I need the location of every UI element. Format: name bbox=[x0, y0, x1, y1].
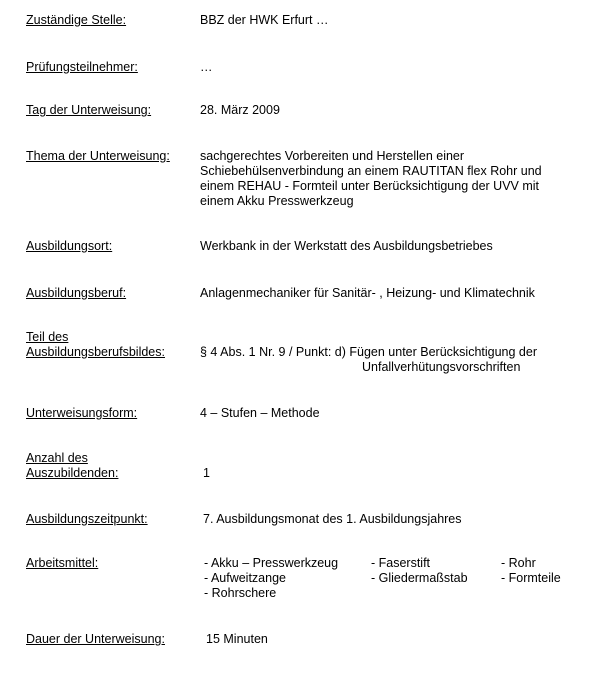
field-value: 28. März 2009 bbox=[200, 103, 280, 117]
field-label-line: Auszubildenden: bbox=[26, 466, 119, 480]
value-line: einem REHAU - Formteil unter Berücksichtigung der UVV mit bbox=[200, 179, 540, 193]
field-label-line: Teil des bbox=[26, 330, 69, 344]
value-line: einem Akku Presswerkzeug bbox=[200, 194, 354, 208]
field-value: 7. Ausbildungsmonat des 1. Ausbildungsjahres bbox=[203, 512, 462, 526]
field-value: Werkbank in der Werkstatt des Ausbildungsbetriebes bbox=[200, 239, 493, 253]
value-line: Schiebehülsenverbindung an einem RAUTITAN flex Rohr und bbox=[200, 164, 542, 178]
field-label-line: Ausbildungsberufsbildes: bbox=[26, 345, 165, 359]
tool-item: - Aufweitzange bbox=[204, 571, 286, 585]
field-label: Zuständige Stelle: bbox=[26, 13, 127, 27]
field-value bbox=[200, 149, 590, 209]
field-value: 1 bbox=[203, 466, 210, 480]
tool-item: - Faserstift bbox=[371, 556, 431, 570]
field-label: Ausbildungsort: bbox=[26, 239, 113, 253]
tools-column bbox=[204, 556, 338, 601]
field-label: Tag der Unterweisung: bbox=[26, 103, 152, 117]
field-value: … bbox=[200, 60, 213, 74]
field-label: Ausbildungszeitpunkt: bbox=[26, 512, 148, 526]
tool-item: - Rohr bbox=[501, 556, 536, 570]
field-value bbox=[200, 345, 590, 375]
value-line: sachgerechtes Vorbereiten und Herstellen einer bbox=[200, 149, 465, 163]
field-value: 15 Minuten bbox=[206, 632, 268, 646]
field-value: 4 – Stufen – Methode bbox=[200, 406, 320, 420]
field-label: Unterweisungsform: bbox=[26, 406, 138, 420]
tools-column bbox=[501, 556, 561, 586]
value-line: Unfallverhütungsvorschriften bbox=[362, 360, 521, 374]
field-label: Ausbildungsberuf: bbox=[26, 286, 127, 300]
tools-column bbox=[371, 556, 468, 586]
field-label-line: Anzahl des bbox=[26, 451, 88, 465]
field-label: Thema der Unterweisung: bbox=[26, 149, 170, 163]
field-value: BBZ der HWK Erfurt … bbox=[200, 13, 329, 27]
field-label: Arbeitsmittel: bbox=[26, 556, 99, 570]
tool-item: - Formteile bbox=[501, 571, 561, 585]
tool-item: - Gliedermaßstab bbox=[371, 571, 468, 585]
field-value: Anlagenmechaniker für Sanitär- , Heizung- und Klimatechnik bbox=[200, 286, 535, 300]
field-label: Prüfungsteilnehmer: bbox=[26, 60, 138, 74]
tool-item: - Rohrschere bbox=[204, 586, 277, 600]
tool-item: - Akku – Presswerkzeug bbox=[204, 556, 339, 570]
field-label: Dauer der Unterweisung: bbox=[26, 632, 165, 646]
value-line: § 4 Abs. 1 Nr. 9 / Punkt: d) Fügen unter Berücksichtigung der bbox=[200, 345, 537, 359]
